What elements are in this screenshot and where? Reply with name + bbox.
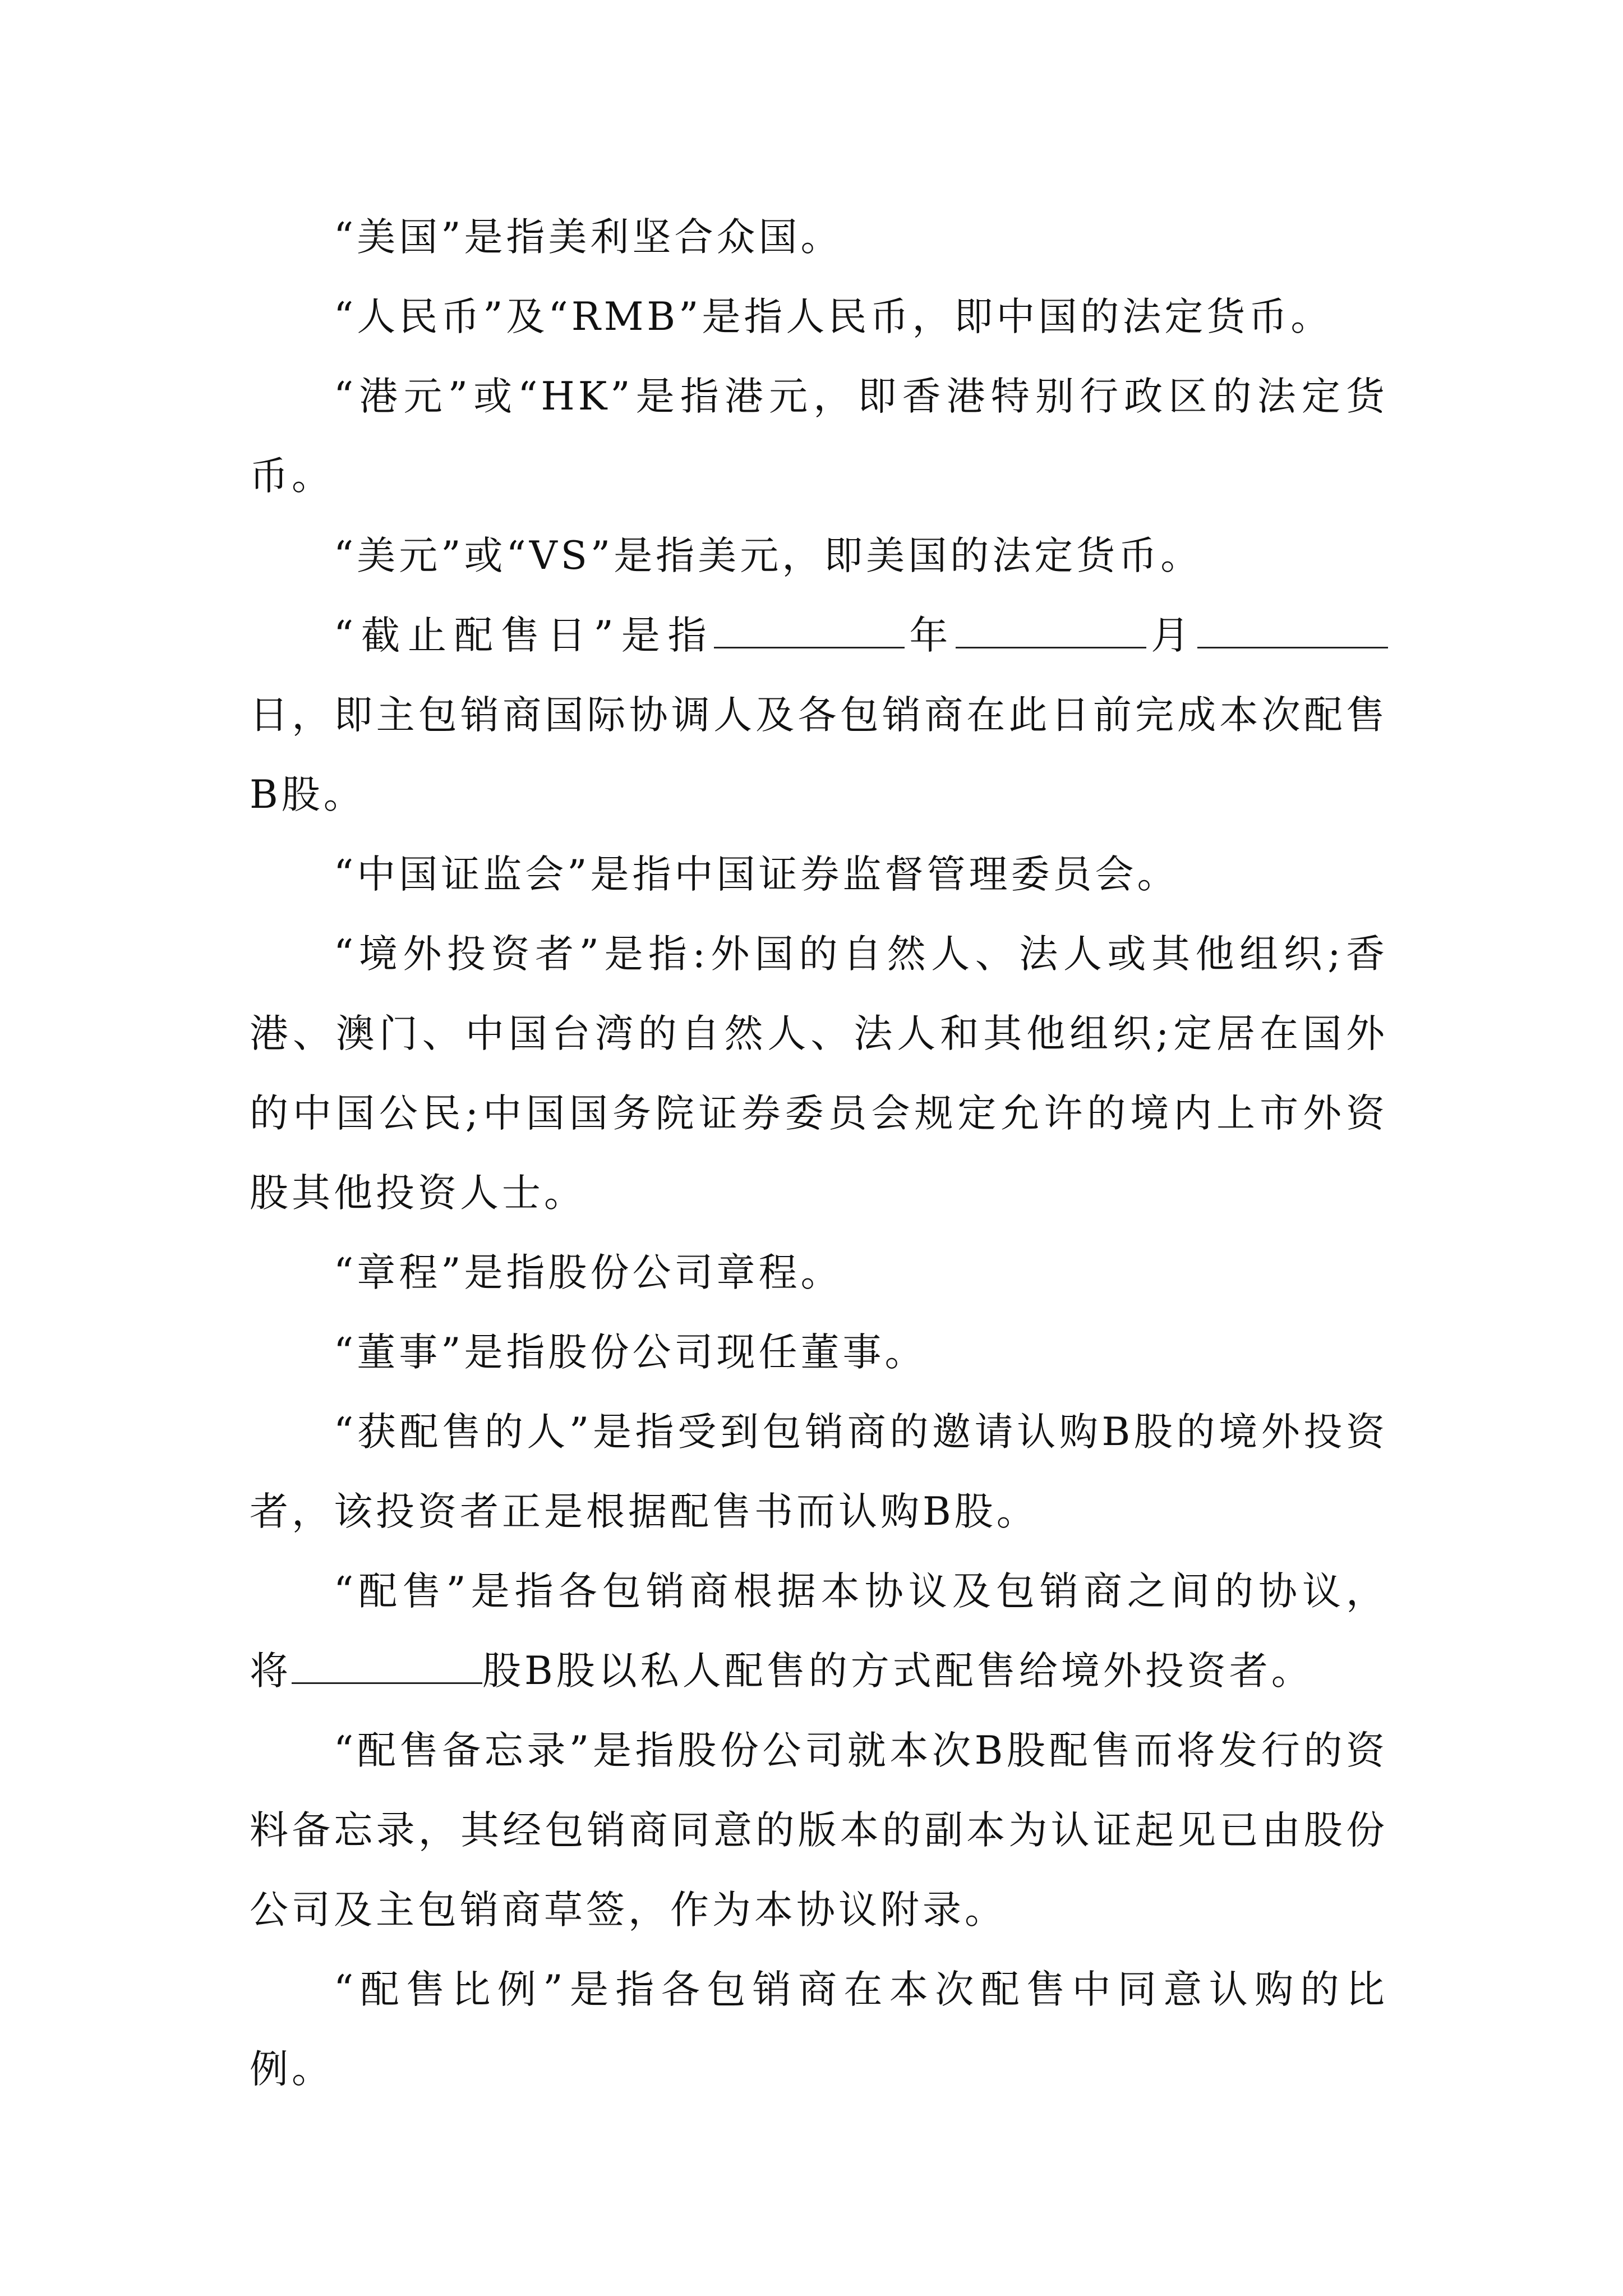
definition-csrc: “中国证监会”是指中国证券监督管理委员会。 <box>334 852 1179 897</box>
cutoff-month-blank <box>956 612 1146 648</box>
definition-ratio: “配售比例”是指各包销商在本次配售中同意认购的比例。 <box>250 1967 1388 2092</box>
definition-usa: “美国”是指美利坚合众国。 <box>334 215 843 260</box>
document-body <box>250 197 1388 2109</box>
placing-lead: “配售”是指各包销商根据本协议及包销商之间的协议，将 <box>250 1569 1388 1694</box>
definition-hkd: “港元”或“HK”是指港元，即香港特别行政区的法定货币。 <box>250 374 1388 499</box>
placing-shares-blank <box>292 1648 482 1684</box>
definition-usd: “美元”或“VS”是指美元，即美国的法定货币。 <box>334 533 1203 578</box>
definition-placing <box>250 1552 1388 1711</box>
definition-directors: “董事”是指股份公司现任董事。 <box>334 1330 927 1375</box>
cutoff-year-label: 年 <box>905 613 956 658</box>
cutoff-day-blank <box>1197 612 1388 648</box>
definition-placees: “获配售的人”是指受到包销商的邀请认购B股的境外投资者，该投资者正是根据配售书而认购B股。 <box>250 1410 1388 1534</box>
cutoff-month-label: 月 <box>1146 613 1197 658</box>
cutoff-tail: 日，即主包销商国际协调人及各包销商在此日前完成本次配售B股。 <box>250 693 1388 817</box>
definition-articles: “章程”是指股份公司章程。 <box>334 1250 843 1295</box>
placing-tail: 股B股以私人配售的方式配售给境外投资者。 <box>482 1649 1313 1694</box>
definition-rmb: “人民币”及“RMB”是指人民币，即中国的法定货币。 <box>334 295 1333 339</box>
cutoff-year-blank <box>714 612 905 648</box>
cutoff-lead: “截止配售日”是指 <box>334 613 714 658</box>
definition-cutoff-date <box>250 596 1388 835</box>
definition-foreign-investor: “境外投资者”是指:外国的自然人、法人或其他组织;香港、澳门、中国台湾的自然人、法人和其他组织;定居在国外的中国公民;中国国务院证券委员会规定允许的境内上市外资股其他投资人士。 <box>250 932 1388 1216</box>
definition-memorandum: “配售备忘录”是指股份公司就本次B股配售而将发行的资料备忘录，其经包销商同意的版本的副本为认证起见已由股份公司及主包销商草签，作为本协议附录。 <box>250 1728 1388 1932</box>
